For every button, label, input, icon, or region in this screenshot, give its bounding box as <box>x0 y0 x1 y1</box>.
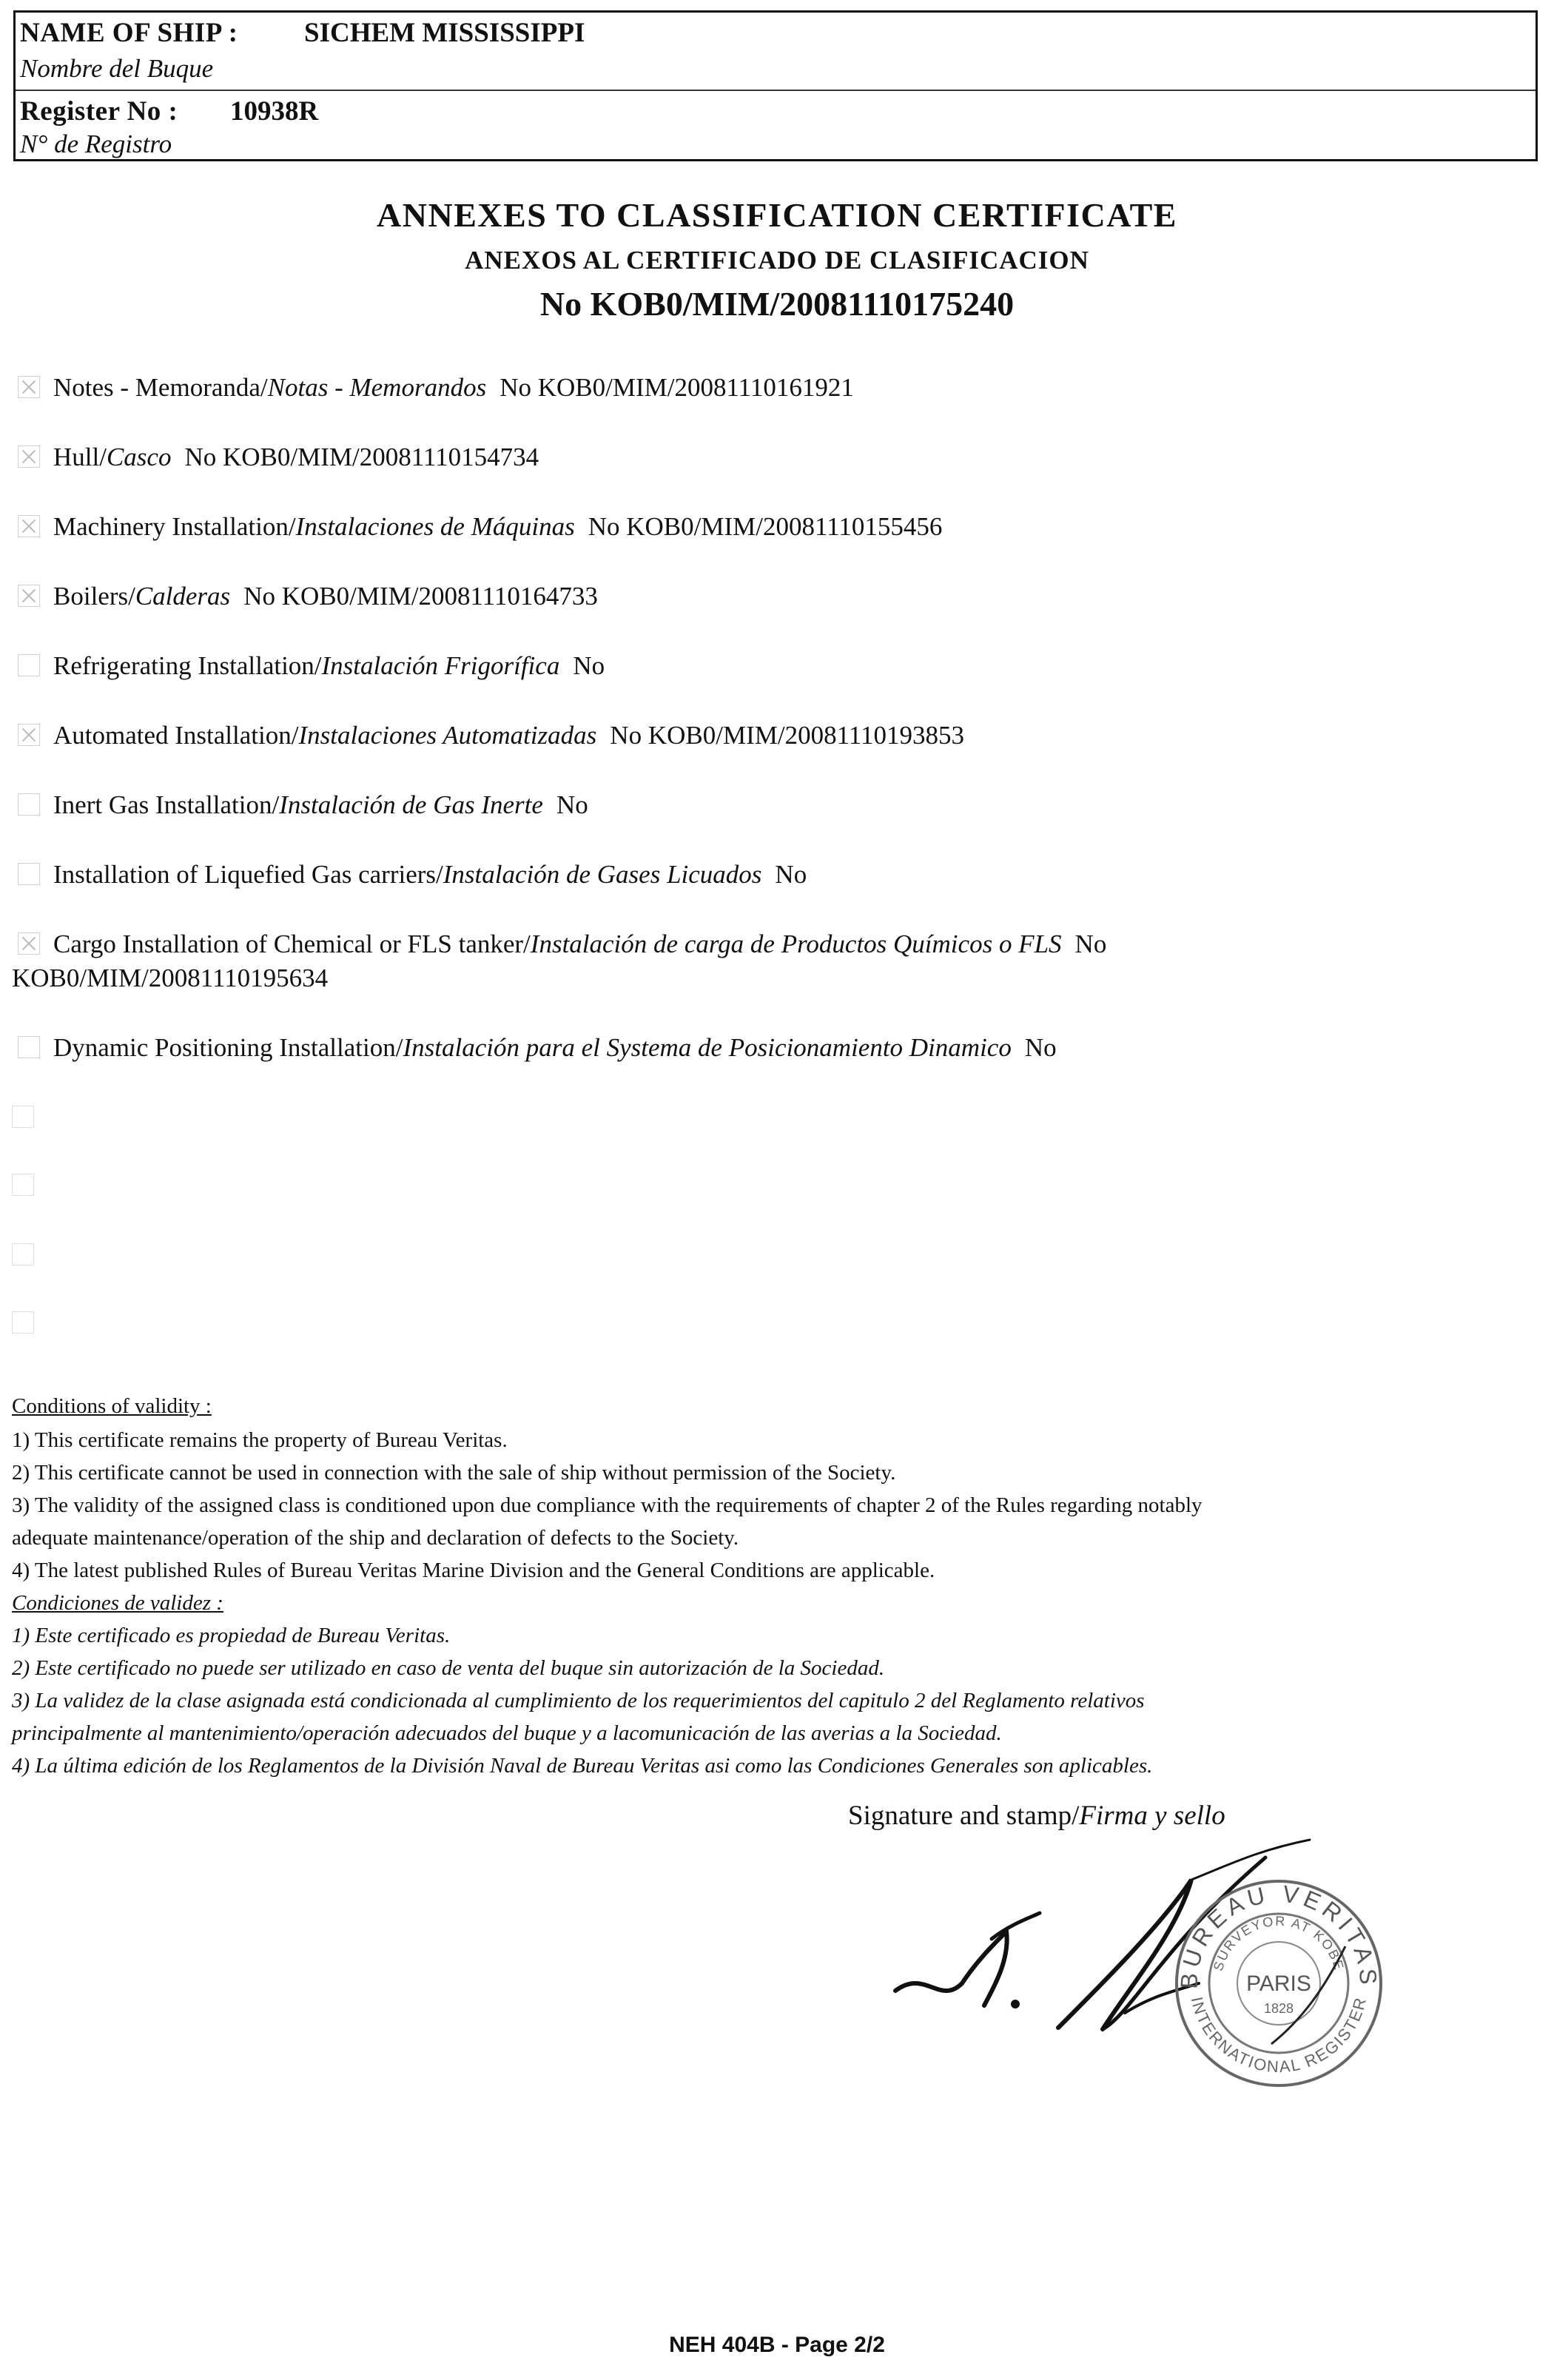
condition-line: 2) This certificate cannot be used in connection with the sale of ship without permission of the Society. <box>12 1461 896 1485</box>
annex-item-machinery: Machinery Installation/Instalaciones de Máquinas No KOB0/MIM/20081110155456 <box>18 512 942 542</box>
checkbox-icon <box>18 654 40 676</box>
checkbox-icon <box>18 863 40 885</box>
svg-text:BUREAU VERITAS: BUREAU VERITAS <box>1175 1880 1382 1990</box>
page-footer: NEH 404B - Page 2/2 <box>669 2333 885 2357</box>
empty-checkbox-icon <box>12 1106 34 1128</box>
register-label: Register No : <box>20 96 178 127</box>
svg-text:PARIS: PARIS <box>1246 1971 1311 1996</box>
svg-text:1828: 1828 <box>1263 2001 1294 2016</box>
annex-item-cargo-chemical: Cargo Installation of Chemical or FLS tanker/Instalación de carga de Productos Químicos o FLS No <box>18 930 1106 959</box>
ship-name-label-es: Nombre del Buque <box>20 54 214 83</box>
bureau-veritas-stamp <box>1168 1872 1390 2094</box>
annex-item-refrigerating: Refrigerating Installation/Instalación Frigorífica No <box>18 651 605 681</box>
annex-item-hull: Hull/Casco No KOB0/MIM/20081110154734 <box>18 443 539 472</box>
svg-text:SURVEYOR AT KOBE: SURVEYOR AT KOBE <box>1210 1913 1348 1973</box>
condition-line-es: 3) La validez de la clase asignada está condicionada al cumplimiento de los requerimientos del capitulo 2 del Reglamento relativos <box>12 1689 1145 1712</box>
ship-name-value: SICHEM MISSISSIPPI <box>304 18 585 48</box>
checkbox-icon <box>18 932 40 955</box>
ship-name-label: NAME OF SHIP : <box>20 18 238 48</box>
annex-item-inert-gas: Inert Gas Installation/Instalación de Gas Inerte No <box>18 790 588 820</box>
svg-text:INTERNATIONAL REGISTER: INTERNATIONAL REGISTER <box>1187 1994 1370 2077</box>
checkbox-icon <box>18 515 40 537</box>
register-label-es: N° de Registro <box>20 130 172 158</box>
condition-line: 1) This certificate remains the property of Bureau Veritas. <box>12 1428 508 1452</box>
empty-checkbox-icon <box>12 1174 34 1196</box>
condition-line: adequate maintenance/operation of the ship and declaration of defects to the Society. <box>12 1526 739 1550</box>
condition-line-es: 1) Este certificado es propiedad de Bureau Veritas. <box>12 1624 451 1647</box>
signature-label: Signature and stamp/Firma y sello <box>848 1801 1225 1831</box>
checkbox-icon <box>18 1036 40 1058</box>
conditions-heading: Conditions of validity : <box>12 1394 212 1418</box>
checkbox-icon <box>18 446 40 468</box>
annex-item-boilers: Boilers/Calderas No KOB0/MIM/20081110164733 <box>18 582 598 611</box>
checkbox-icon <box>18 376 40 398</box>
certificate-title: ANNEXES TO CLASSIFICATION CERTIFICATE <box>377 196 1177 234</box>
header-divider <box>16 90 1536 91</box>
condition-line-es: 4) La última edición de los Reglamentos de la División Naval de Bureau Veritas asi como las Condiciones Generales son aplicables. <box>12 1754 1153 1778</box>
annex-item-liquefied-gas: Installation of Liquefied Gas carriers/Instalación de Gases Licuados No <box>18 860 807 890</box>
condition-line-es: 2) Este certificado no puede ser utilizado en caso de venta del buque sin autorización de la Sociedad. <box>12 1656 885 1680</box>
condition-line: 4) The latest published Rules of Bureau Veritas Marine Division and the General Conditions are applicable. <box>12 1559 935 1582</box>
empty-checkbox-icon <box>12 1311 34 1334</box>
condition-line: 3) The validity of the assigned class is conditioned upon due compliance with the requirements of chapter 2 of the Rules regarding notably <box>12 1493 1202 1517</box>
annex-item-dynamic-positioning: Dynamic Positioning Installation/Instalación para el Systema de Posicionamiento Dinamico No <box>18 1033 1057 1063</box>
empty-checkbox-icon <box>12 1243 34 1265</box>
annex-item-automated: Automated Installation/Instalaciones Automatizadas No KOB0/MIM/20081110193853 <box>18 721 964 750</box>
checkbox-icon <box>18 585 40 607</box>
checkbox-icon <box>18 793 40 816</box>
condition-line-es: principalmente al mantenimiento/operación adecuados del buque y a lacomunicación de las averias a la Sociedad. <box>12 1721 1002 1745</box>
annex-item-notes: Notes - Memoranda/Notas - Memorandos No KOB0/MIM/20081110161921 <box>18 373 854 403</box>
ship-info-box <box>13 10 1538 161</box>
register-value: 10938R <box>230 96 319 127</box>
certificate-number: No KOB0/MIM/20081110175240 <box>539 285 1015 323</box>
certificate-title-es: ANEXOS AL CERTIFICADO DE CLASIFICACION <box>465 246 1089 275</box>
conditions-heading-es: Condiciones de validez : <box>12 1591 223 1615</box>
annex-item-cargo-chemical-number: KOB0/MIM/20081110195634 <box>12 964 329 992</box>
checkbox-icon <box>18 724 40 746</box>
